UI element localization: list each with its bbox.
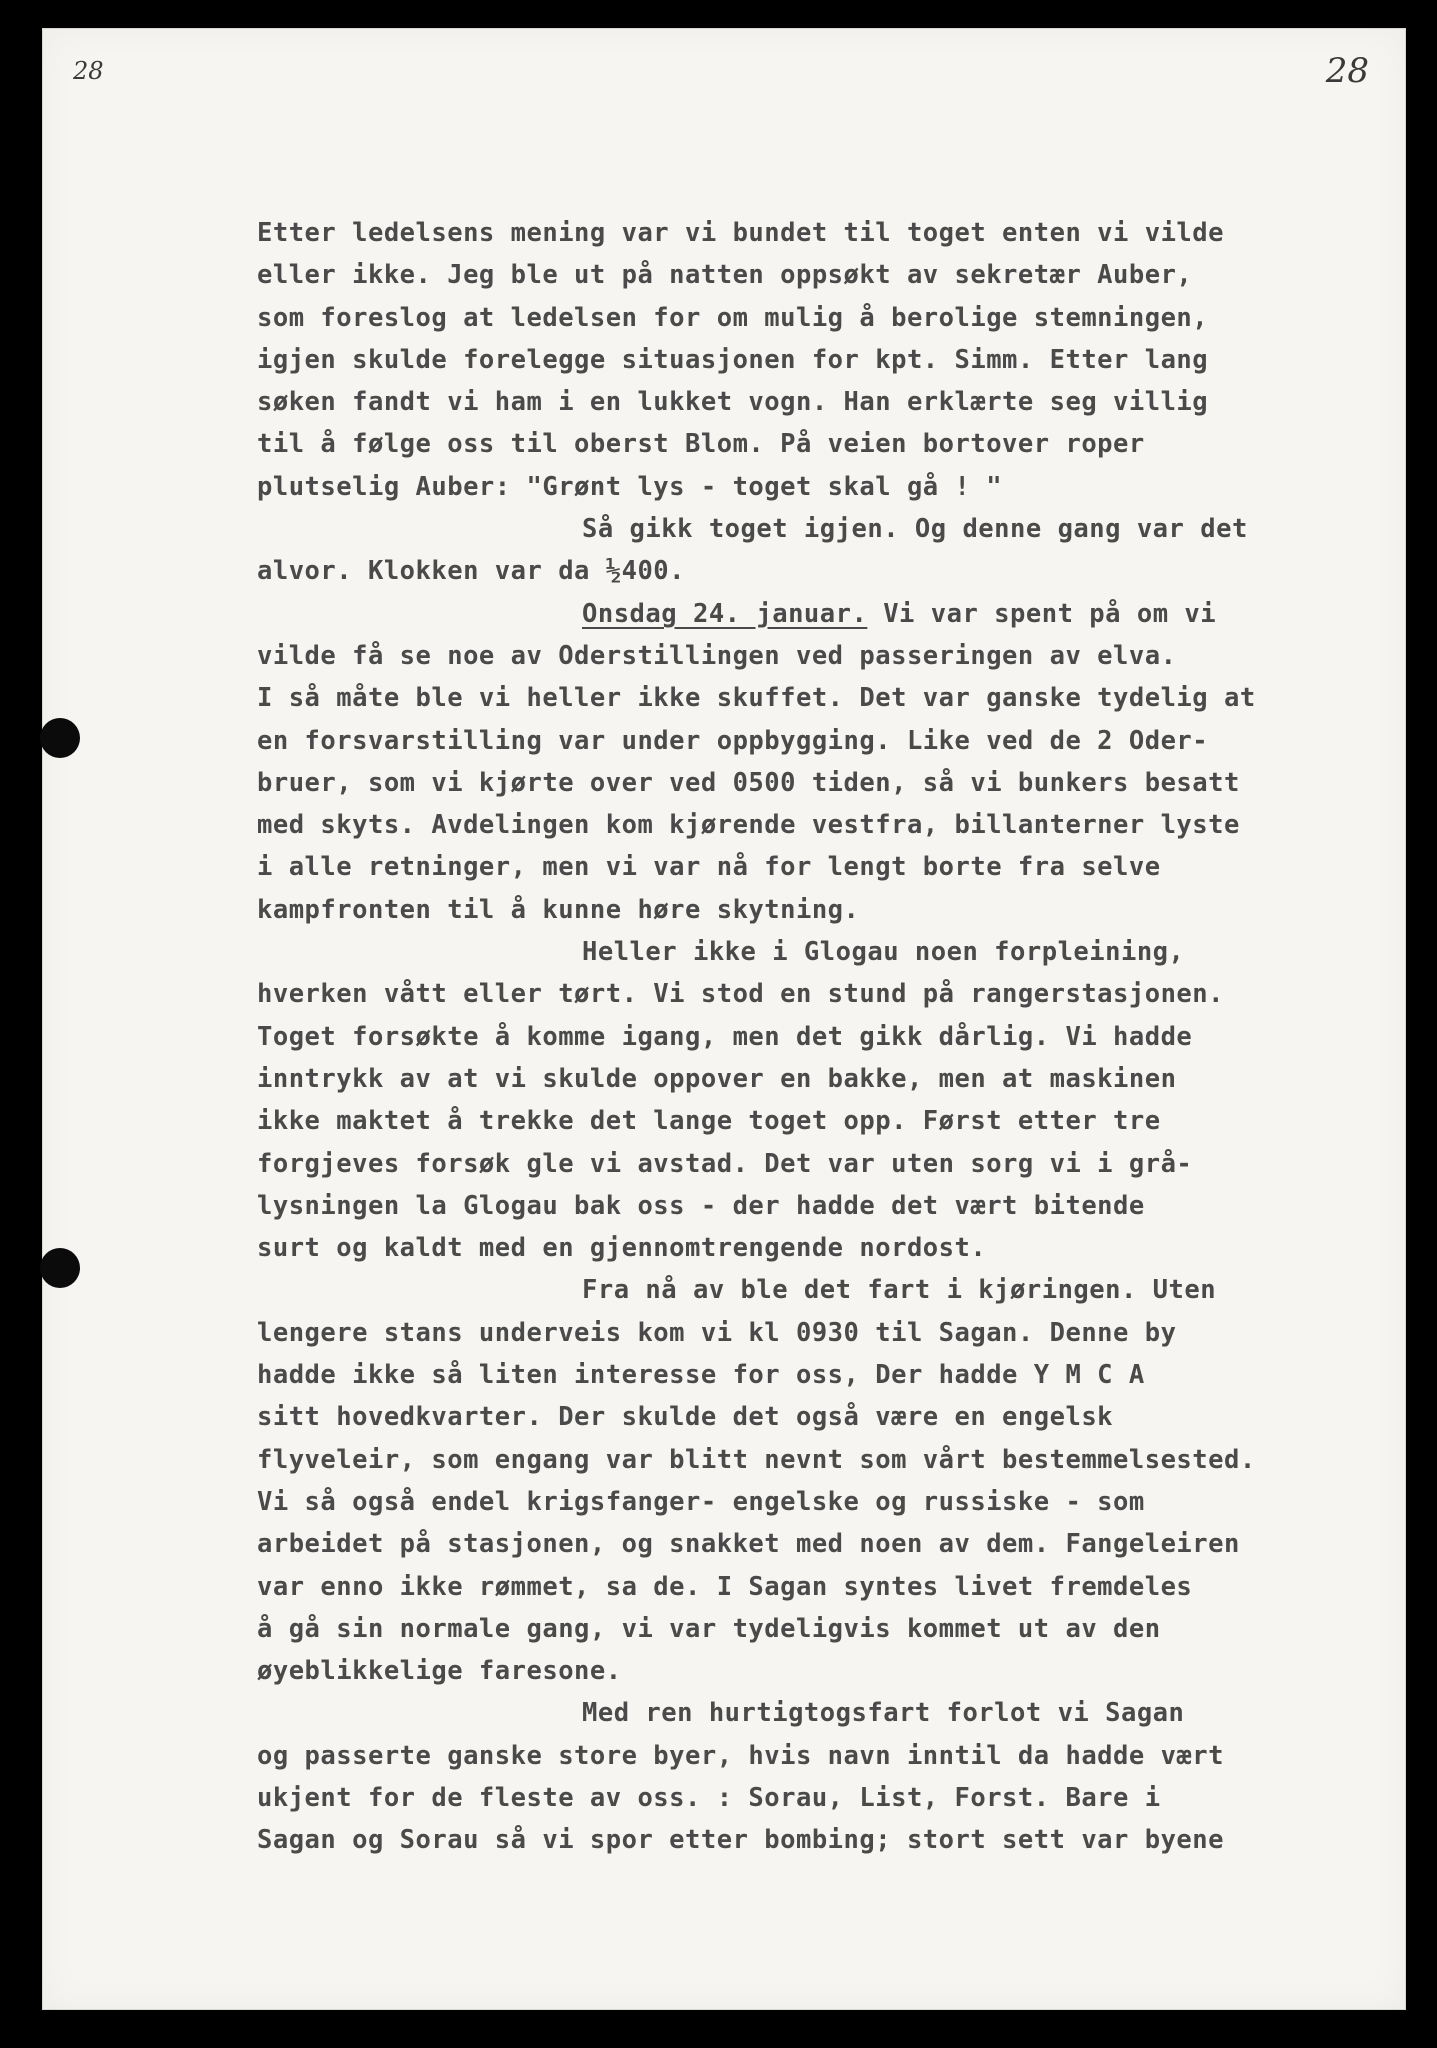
typed-text-body [257,212,1337,1862]
text-line: forgjeves forsøk gle vi avstad. Det var uten sorg vi i grå- [257,1148,1193,1179]
text-line: flyveleir, som engang var blitt nevnt som vårt bestemmelsested. [257,1444,1256,1475]
text-line: øyeblikkelige faresone. [257,1656,622,1687]
page-number-left: 28 [73,57,104,85]
text-line: søken fandt vi ham i en lukket vogn. Han erklærte seg villig [257,387,1209,418]
text-line: ikke maktet å trekke det lange toget opp. Først etter tre [257,1106,1161,1137]
text-line: Toget forsøkte å komme igang, men det gikk dårlig. Vi hadde [257,1021,1193,1052]
text-line: å gå sin normale gang, vi var tydeligvis kommet ut av den [257,1613,1161,1644]
text-line: eller ikke. Jeg ble ut på natten oppsøkt av sekretær Auber, [257,260,1193,291]
text-line-continuation: Vi var spent på om vi [883,598,1217,629]
text-line: en forsvarstilling var under oppbygging. Like ved de 2 Oder- [257,725,1209,756]
text-line: lysningen la Glogau bak oss - der hadde det vært bitende [257,1190,1145,1221]
text-line: igjen skulde forelegge situasjonen for kpt. Simm. Etter lang [257,344,1209,375]
text-line: i alle retninger, men vi var nå for lengt borte fra selve [257,852,1161,883]
text-line: til å følge oss til oberst Blom. På veien bortover roper [257,429,1145,460]
text-line: ukjent for de fleste av oss. : Sorau, List, Forst. Bare i [257,1782,1161,1813]
text-line: Etter ledelsens mening var vi bundet til toget enten vi vilde [257,218,1224,248]
text-line: I så måte ble vi heller ikke skuffet. Det var ganske tydelig at [257,683,1256,714]
text-line: Så gikk toget igjen. Og denne gang var det [582,514,1248,545]
punch-hole-top [40,718,80,758]
text-line: inntrykk av at vi skulde oppover en bakke, men at maskinen [257,1063,1177,1094]
date-heading: Onsdag 24. januar. [582,598,868,629]
text-line: arbeidet på stasjonen, og snakket med noen av dem. Fangeleiren [257,1529,1240,1560]
text-line: vilde få se noe av Oderstillingen ved passeringen av elva. [257,640,1177,671]
text-line: hverken vått eller tørt. Vi stod en stund på rangerstasjonen. [257,979,1224,1010]
text-line-with-date [257,593,1337,635]
text-line: og passerte ganske store byer, hvis navn inntil da hadde vært [257,1740,1224,1771]
text-line: bruer, som vi kjørte over ved 0500 tiden, så vi bunkers besatt [257,767,1240,798]
text-line: sitt hovedkvarter. Der skulde det også være en engelsk [257,1402,1114,1433]
text-line: plutselig Auber: "Grønt lys - toget skal gå ! " [257,471,1003,502]
text-line: Heller ikke i Glogau noen forpleining, [582,937,1185,968]
text-line: Vi så også endel krigsfanger- engelske og russiske - som [257,1486,1145,1517]
text-line: alvor. Klokken var da ½400. [257,556,686,587]
text-line: Med ren hurtigtogsfart forlot vi Sagan [582,1698,1185,1729]
text-line: Sagan og Sorau så vi spor etter bombing; stort sett var byene [257,1825,1224,1856]
text-line: som foreslog at ledelsen for om mulig å berolige stemningen, [257,302,1209,333]
page-number-right: 28 [1325,51,1369,91]
punch-hole-bottom [40,1248,80,1288]
text-line: kampfronten til å kunne høre skytning. [257,894,860,925]
text-line: surt og kaldt med en gjennomtrengende nordost. [257,1233,987,1264]
text-line: var enno ikke rømmet, sa de. I Sagan syntes livet fremdeles [257,1571,1193,1602]
text-line: Fra nå av ble det fart i kjøringen. Uten [582,1275,1217,1306]
text-line: lengere stans underveis kom vi kl 0930 til Sagan. Denne by [257,1317,1177,1348]
text-line: med skyts. Avdelingen kom kjørende vestfra, billanterner lyste [257,810,1240,841]
text-line: hadde ikke så liten interesse for oss, Der hadde Y M C A [257,1360,1145,1391]
